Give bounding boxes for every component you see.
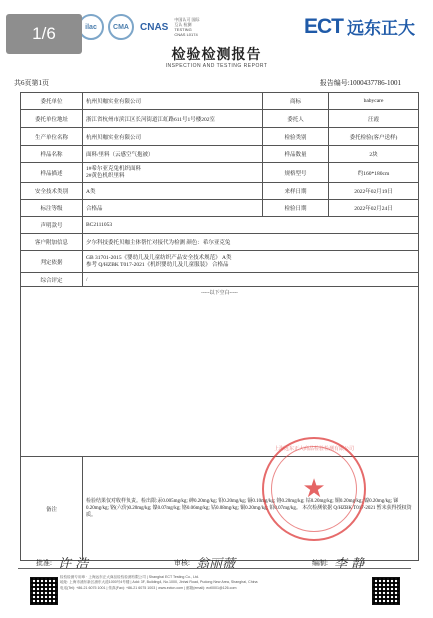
cma-logo: CMA xyxy=(108,14,134,40)
basis-line-2: 参考 Q/HZBK T017-2021《机织婴幼儿及儿童服装》 合格品 xyxy=(86,261,229,268)
table-row xyxy=(21,200,419,217)
table-row xyxy=(21,273,419,287)
sample-desc-line-1: 1#希尔亚克兔机织面料 xyxy=(86,165,142,172)
table-row xyxy=(21,234,419,251)
table-row xyxy=(21,163,419,183)
signature-row xyxy=(36,553,413,573)
table-row xyxy=(21,110,419,128)
client-address-value: 浙江省杭州市滨江区长河街道江虹路611号1号楼202室 xyxy=(83,110,263,128)
consignor-value: 汪霞 xyxy=(329,110,419,128)
arrival-date-label: 来样日期 xyxy=(263,183,329,200)
footer-line-1: 检验检测专用章 · 上海远东正大商品检验检测有限公司 | Shanghai ECT Testing Co., Ltd. xyxy=(60,575,199,579)
customer-info-label: 客户附加信息 xyxy=(21,234,83,251)
prepare-signature xyxy=(312,553,364,572)
test-date-value: 2022年02月24日 xyxy=(329,200,419,217)
review-signature-mark: 翁丽薇 xyxy=(195,557,235,572)
signature-divider xyxy=(18,568,411,569)
blank-marker: -----以下空白----- xyxy=(21,287,419,457)
table-row xyxy=(21,128,419,146)
sample-qty-value: 2块 xyxy=(329,146,419,163)
test-type-value: 委托检验(客户送样) xyxy=(329,128,419,146)
sample-desc-value xyxy=(83,163,263,183)
consignor-label: 委托人 xyxy=(263,110,329,128)
report-number: 报告编号:1000437786-1001 xyxy=(319,79,401,87)
spec-value: 约160*180cm xyxy=(329,163,419,183)
qr-code-left-icon xyxy=(30,577,58,605)
test-type-label: 检验类别 xyxy=(263,128,329,146)
trademark-value: babycare xyxy=(329,93,419,110)
client-label: 委托单位 xyxy=(21,93,83,110)
remark-label: 备注 xyxy=(21,457,83,561)
footer-line-3: 电话(Tel): +86-21 6075 1001 | 传真(Fax): +86-21 6075 1003 | www.ectcn.com | 邮箱(email): ect0001@126.com xyxy=(60,585,237,590)
basis-line-1: GB 31701-2015《婴幼儿及儿童纺织产品安全技术规范》 A类 xyxy=(86,254,232,261)
table-row xyxy=(21,183,419,200)
stamp-text: 上海远东正大商品检验检测有限公司 xyxy=(273,446,354,452)
approve-signature-mark: 许 浩 xyxy=(57,557,89,572)
brand-ect: ECT xyxy=(304,14,343,38)
table-row xyxy=(21,93,419,110)
table-row xyxy=(21,457,419,561)
sample-name-label: 样品名称 xyxy=(21,146,83,163)
approve-label: 批准: xyxy=(36,558,52,567)
table-row xyxy=(21,217,419,234)
safety-value: A类 xyxy=(83,183,263,200)
certification-logos xyxy=(78,14,200,40)
basis-value xyxy=(83,251,419,273)
producer-label: 生产单位名称 xyxy=(21,128,83,146)
footer xyxy=(60,575,360,591)
review-signature xyxy=(174,553,235,572)
overall-value: / xyxy=(83,273,419,287)
table-row xyxy=(21,146,419,163)
stamp-star: ★ xyxy=(302,474,326,503)
arrival-date-value: 2022年02月19日 xyxy=(329,183,419,200)
approve-signature xyxy=(36,553,88,572)
basis-label: 判定依据 xyxy=(21,251,83,273)
client-value: 杭州贝咖实业有限公司 xyxy=(83,93,263,110)
table-row xyxy=(21,251,419,273)
producer-value: 杭州贝咖实业有限公司 xyxy=(83,128,263,146)
report-title: 检验检测报告 xyxy=(171,48,262,63)
review-label: 审核: xyxy=(174,558,190,567)
trademark-label: 商标 xyxy=(263,93,329,110)
client-address-label: 委托单位地址 xyxy=(21,110,83,128)
prepare-label: 编制: xyxy=(312,558,328,567)
sample-desc-line-2: 2#黄色机织里料 xyxy=(86,172,125,179)
spec-label: 规格型号 xyxy=(263,163,329,183)
table-row xyxy=(21,287,419,457)
qr-code-right-icon xyxy=(372,577,400,605)
page-counter[interactable]: 1/6 xyxy=(6,14,82,54)
brand-name: 远东正大 xyxy=(347,19,415,38)
report-subtitle: INSPECTION AND TESTING REPORT xyxy=(165,63,268,69)
sample-desc-label: 样品描述 xyxy=(21,163,83,183)
overall-label: 综合评定 xyxy=(21,273,83,287)
sample-name-value: 面料/里料（云感空气抱被） xyxy=(83,146,263,163)
footer-line-2: 地址: 上海市浦东新区浦东大道1000号4号楼 | Add: 3F, Building4, No.1000, Jinhai Road, Pudong New Area, Shanghai, China xyxy=(60,580,258,585)
statement-value: BC2111053 xyxy=(83,217,419,234)
report-table xyxy=(20,92,418,560)
page-info: 共6页第1页 xyxy=(14,79,49,87)
test-date-label: 检验日期 xyxy=(263,200,329,217)
statement-label: 声明款号 xyxy=(21,217,83,234)
remark-value: 检验结果仅对收样负责。检出限:汞0.005mg/kg; 砷0.20mg/kg; 铅0.20mg/kg; 镉0.10mg/kg; 铬0.20mg/kg; 钴0.20mg/kg; 铜0.20mg/kg; 镍0.20mg/kg; 锑0.20mg/kg; 铬(六价)0.20mg/kg; 镍0.07mg/kg; 铬0.06mg/kg; 钴0.08mg/kg; 铜0.20mg/kg; 铅0.07mg/kg。 本次检测依据 Q/HZBK T017-2021 暂未获得授权资质。 xyxy=(83,457,419,561)
safety-label: 安全技术类别 xyxy=(21,183,83,200)
customer-info-value: 夕尔科技委托贝咖主体帮忙对接代为检测 颜色：希尔亚克兔 xyxy=(83,234,419,251)
prepare-signature-mark: 李 静 xyxy=(333,557,365,572)
grade-label: 标注等级 xyxy=(21,200,83,217)
cnas-note: 中国认可 国际互认 检测 TESTING CNAS L0174 xyxy=(174,17,200,37)
sample-qty-label: 样品数量 xyxy=(263,146,329,163)
brand-logo xyxy=(304,14,415,39)
cnas-logo: CNAS xyxy=(140,21,169,33)
ilac-logo: ilac xyxy=(78,14,104,40)
grade-value: 合格品 xyxy=(83,200,263,217)
